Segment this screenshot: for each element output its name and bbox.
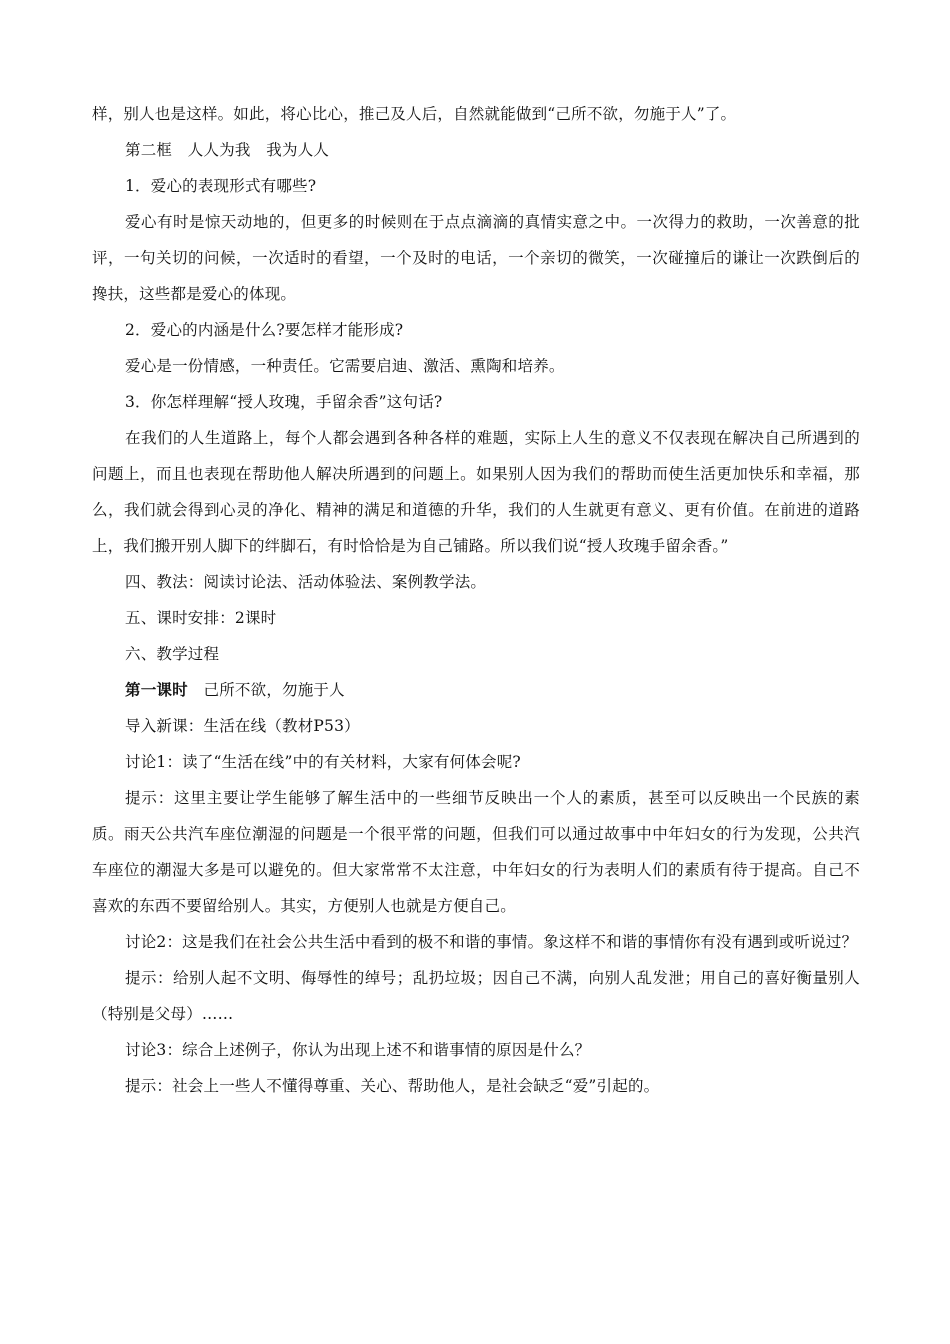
lesson-topic: 己所不欲，勿施于人 xyxy=(187,681,345,699)
paragraph-continuation: 样，别人也是这样。如此，将心比心，推己及人后，自然就能做到“己所不欲，勿施于人”了。 xyxy=(92,105,737,123)
answer-2: 爱心是一份情感，一种责任。它需要启迪、激活、熏陶和培养。 xyxy=(125,357,565,375)
discussion-1: 讨论1：读了“生活在线”中的有关材料，大家有何体会呢? xyxy=(125,753,521,771)
class-hours: 五、课时安排：2课时 xyxy=(125,609,277,627)
answer-1: 爱心有时是惊天动地的，但更多的时候则在于点点滴滴的真情实意之中。一次得力的救助，一次善意的批评，一句关切的问候，一次适时的看望，一个及时的电话，一个亲切的微笑，一次碰撞后的谦让一次跌倒后的搀扶，这些都是爱心的体现。 xyxy=(92,213,860,303)
section-heading: 第二框 人人为我 我为人人 xyxy=(125,141,330,159)
lesson-label: 第一课时 xyxy=(125,680,188,699)
lesson-title xyxy=(92,672,860,708)
answer-3: 在我们的人生道路上，每个人都会遇到各种各样的难题，实际上人生的意义不仅表现在解决自己所遇到的问题上，而且也表现在帮助他人解决所遇到的问题上。如果别人因为我们的帮助而使生活更加快乐和幸福，那么，我们就会得到心灵的净化、精神的满足和道德的升华，我们的人生就更有意义、更有价值。在前进的道路上，我们搬开别人脚下的绊脚石，有时恰恰是为自己铺路。所以我们说“授人玫瑰手留余香。” xyxy=(92,429,860,555)
discussion-3: 讨论3：综合上述例子，你认为出现上述不和谐事情的原因是什么？ xyxy=(125,1041,591,1059)
hint-3: 提示：社会上一些人不懂得尊重、关心、帮助他人，是社会缺乏“爱”引起的。 xyxy=(125,1077,660,1095)
discussion-2: 讨论2：这是我们在社会公共生活中看到的极不和谐的事情。象这样不和谐的事情你有没有遇到或听说过？ xyxy=(125,933,858,951)
teaching-methods: 四、教法：阅读讨论法、活动体验法、案例教学法。 xyxy=(125,573,487,591)
teaching-process-heading: 六、教学过程 xyxy=(125,645,220,663)
question-2: 2．爱心的内涵是什么?要怎样才能形成? xyxy=(125,321,404,339)
question-3: 3．你怎样理解“授人玫瑰，手留余香”这句话? xyxy=(125,393,443,411)
question-1: 1．爱心的表现形式有哪些? xyxy=(125,177,317,195)
hint-2: 提示：给别人起不文明、侮辱性的绰号；乱扔垃圾；因自己不满，向别人乱发泄；用自己的喜好衡量别人（特别是父母）…… xyxy=(92,969,860,1023)
hint-1: 提示：这里主要让学生能够了解生活中的一些细节反映出一个人的素质，甚至可以反映出一个民族的素质。雨天公共汽车座位潮湿的问题是一个很平常的问题，但我们可以通过故事中中年妇女的行为发现，公共汽车座位的潮湿大多是可以避免的。但大家常常不太注意，中年妇女的行为表明人们的素质有待于提高。自己不喜欢的东西不要留给别人。其实，方便别人也就是方便自己。 xyxy=(92,789,860,915)
lesson-intro: 导入新课：生活在线（教材P53） xyxy=(125,717,360,735)
